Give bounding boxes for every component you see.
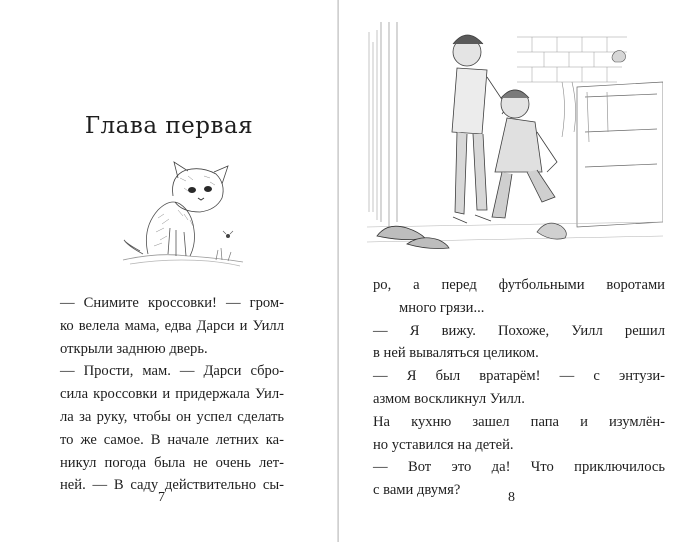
text-line: в ней вываляться целиком. <box>373 345 539 362</box>
kitten-illustration <box>118 148 248 270</box>
text-line: много грязи... <box>399 299 485 316</box>
left-page-text <box>60 292 284 497</box>
text-line: открыли заднюю дверь. <box>60 340 208 357</box>
text-line: — Я был вратарём! — с энтузи- <box>373 368 665 385</box>
text-line: — Я вижу. Похоже, Уилл решил <box>373 322 665 339</box>
chapter-title: Глава первая <box>84 113 254 139</box>
children-illustration <box>367 22 663 262</box>
book-gutter <box>337 0 339 542</box>
text-line: На кухню зашел папа и изумлён- <box>373 413 665 430</box>
page-number: 7 <box>158 490 165 505</box>
text-line: ко велела мама, едва Дарси и Уилл <box>60 317 284 334</box>
right-page-text <box>373 274 665 502</box>
text-line: с вами двумя? <box>373 482 461 499</box>
text-line: ро, а перед футбольными воротами <box>373 277 665 293</box>
text-line: — Прости, мам. — Дарси сбро- <box>60 363 284 380</box>
text-line: — Снимите кроссовки! — гром- <box>60 295 284 311</box>
text-line: сила кроссовки и придержала Уил- <box>60 386 284 403</box>
text-line: азмом воскликнул Уилл. <box>373 390 525 407</box>
text-line: то же самое. В начале летних ка- <box>60 431 284 448</box>
text-line: ла за руку, чтобы он успел сделать <box>60 408 284 425</box>
page-number: 8 <box>508 490 515 505</box>
text-line: никул погода была не очень лет- <box>60 454 284 471</box>
text-line: — Вот это да! Что приключилось <box>373 459 665 476</box>
text-line: но уставился на детей. <box>373 436 514 453</box>
text-line: ней. — В саду действительно сы- <box>60 477 284 494</box>
